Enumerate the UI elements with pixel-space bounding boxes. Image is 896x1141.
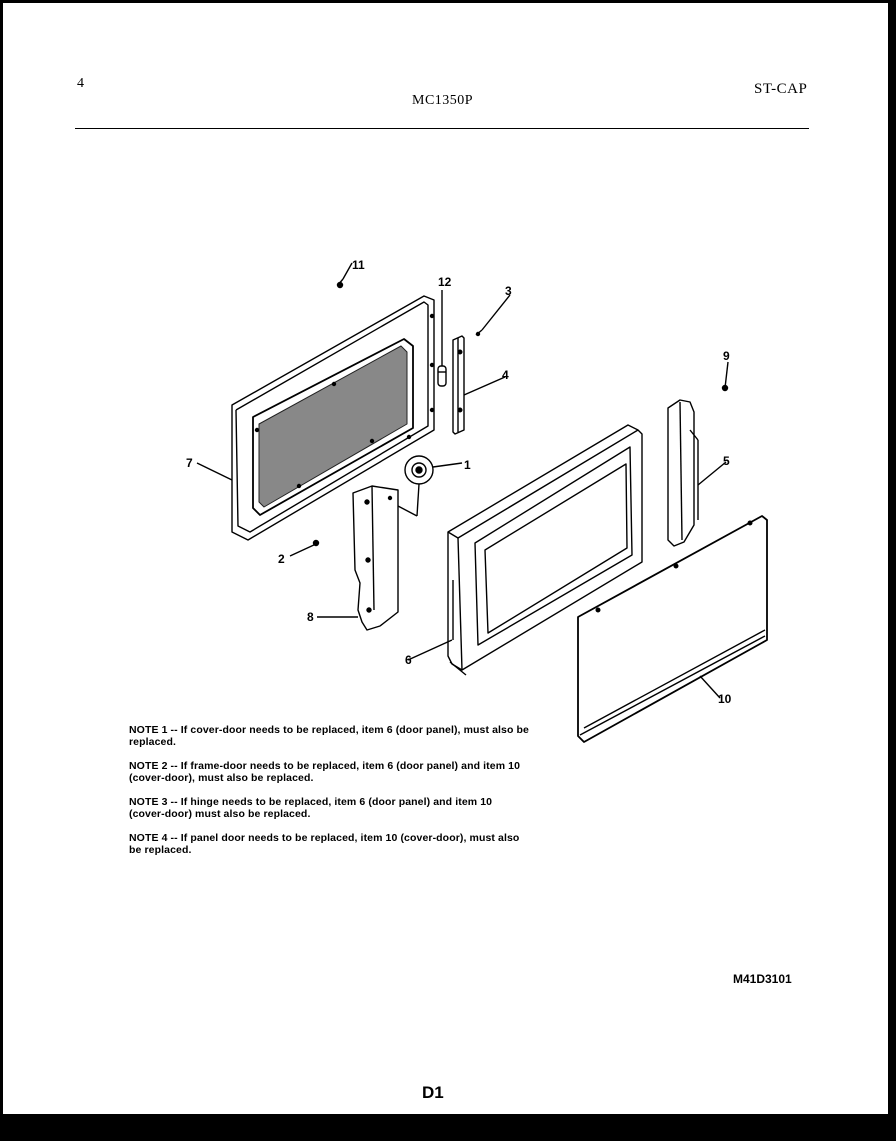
note-3: NOTE 3 -- If hinge needs to be replaced, item 6 (door panel) and item 10 (cover-door) must also be replaced. (129, 796, 493, 820)
screw-11 (338, 263, 353, 288)
callout-8: 8 (307, 610, 314, 624)
fastener-12 (438, 290, 446, 386)
callout-4: 4 (502, 368, 509, 382)
screw-2 (290, 541, 319, 557)
callout-6: 6 (405, 653, 412, 667)
hinge-bracket-4 (453, 295, 510, 434)
callout-1: 1 (464, 458, 471, 472)
note-4: NOTE 4 -- If panel door needs to be replaced, item 10 (cover-door), must also be replaced. (129, 832, 520, 856)
bracket-part-8 (317, 484, 419, 630)
callout-5: 5 (723, 454, 730, 468)
callout-11: 11 (352, 258, 365, 272)
sheet-id: D1 (422, 1083, 444, 1102)
note-2: NOTE 2 -- If frame-door needs to be replaced, item 6 (door panel) and item 10 (cover-door), must also be replaced. (129, 760, 521, 784)
callout-12: 12 (438, 275, 452, 289)
callout-9: 9 (723, 349, 730, 363)
callout-10: 10 (718, 692, 732, 706)
callout-2: 2 (278, 552, 285, 566)
side-trim-part-5 (668, 400, 726, 546)
note-1: NOTE 1 -- If cover-door needs to be replaced, item 6 (door panel), must also be replaced. (129, 724, 529, 748)
drawing-code: M41D3101 (733, 972, 792, 986)
model-number: MC1350P (412, 93, 474, 108)
section-code: ST-CAP (754, 81, 808, 97)
latch-part-1 (405, 456, 462, 484)
screw-9 (723, 362, 729, 391)
callout-3: 3 (505, 284, 512, 298)
page-number: 4 (77, 76, 84, 91)
frame-door-part (232, 296, 434, 540)
callout-7: 7 (186, 456, 193, 470)
